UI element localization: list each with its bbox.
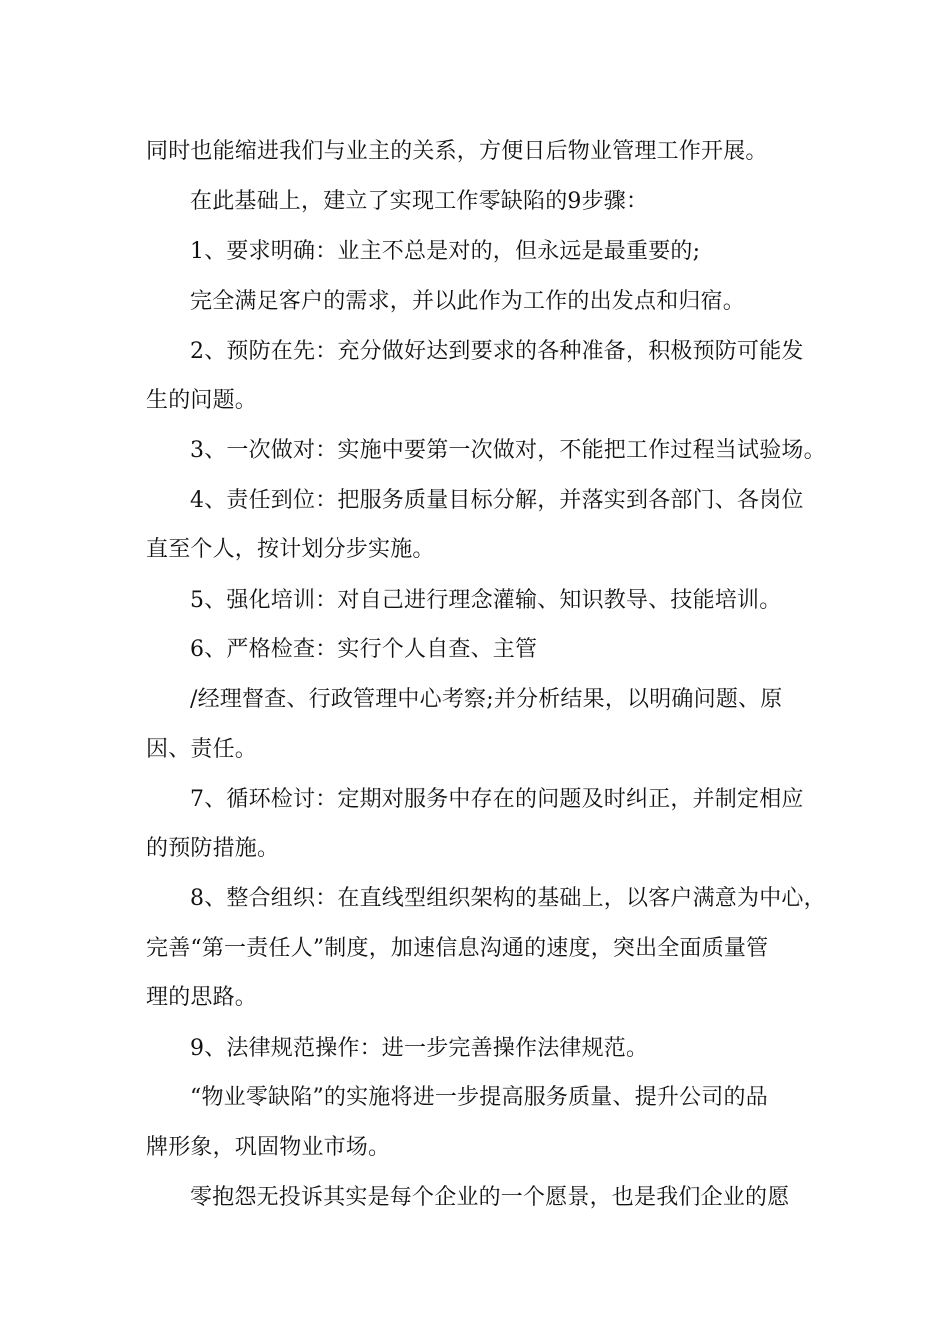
text-line: 完全满足客户的需求，并以此作为工作的出发点和归宿。	[190, 289, 746, 314]
text-line: 8、整合组织：在直线型组织架构的基础上，以客户满意为中心，	[190, 886, 826, 911]
text-line: 5、强化培训：对自己进行理念灌输、知识教导、技能培训。	[190, 588, 782, 613]
text-line: 因、责任。	[146, 737, 258, 762]
text-line: 7、循环检讨：定期对服务中存在的问题及时纠正，并制定相应	[190, 787, 804, 812]
text-line: /经理督查、行政管理中心考察;并分析结果，以明确问题、原	[190, 687, 783, 712]
text-line: 3、一次做对：实施中要第一次做对，不能把工作过程当试验场。	[190, 438, 826, 463]
text-line: 牌形象，巩固物业市场。	[146, 1135, 391, 1160]
text-line: 在此基础上，建立了实现工作零缺陷的9步骤：	[190, 189, 649, 214]
text-line: “物业零缺陷”的实施将进一步提高服务质量、提升公司的品	[190, 1085, 768, 1110]
text-line: 零抱怨无投诉其实是每个企业的一个愿景，也是我们企业的愿	[190, 1185, 790, 1210]
text-line: 的预防措施。	[146, 836, 280, 861]
text-line: 9、法律规范操作：进一步完善操作法律规范。	[190, 1036, 649, 1061]
text-line: 6、严格检查：实行个人自查、主管	[190, 637, 538, 662]
text-line: 4、责任到位：把服务质量目标分解，并落实到各部门、各岗位	[190, 488, 804, 513]
text-line: 完善“第一责任人”制度，加速信息沟通的速度，突出全面质量管	[146, 936, 769, 961]
text-line: 直至个人，按计划分步实施。	[146, 537, 435, 562]
text-line: 1、要求明确：业主不总是对的，但永远是最重要的;	[190, 239, 701, 264]
text-line: 2、预防在先：充分做好达到要求的各种准备，积极预防可能发	[190, 339, 804, 364]
text-line: 理的思路。	[146, 985, 258, 1010]
text-line: 生的问题。	[146, 388, 258, 413]
text-line: 同时也能缩进我们与业主的关系，方便日后物业管理工作开展。	[146, 139, 768, 164]
